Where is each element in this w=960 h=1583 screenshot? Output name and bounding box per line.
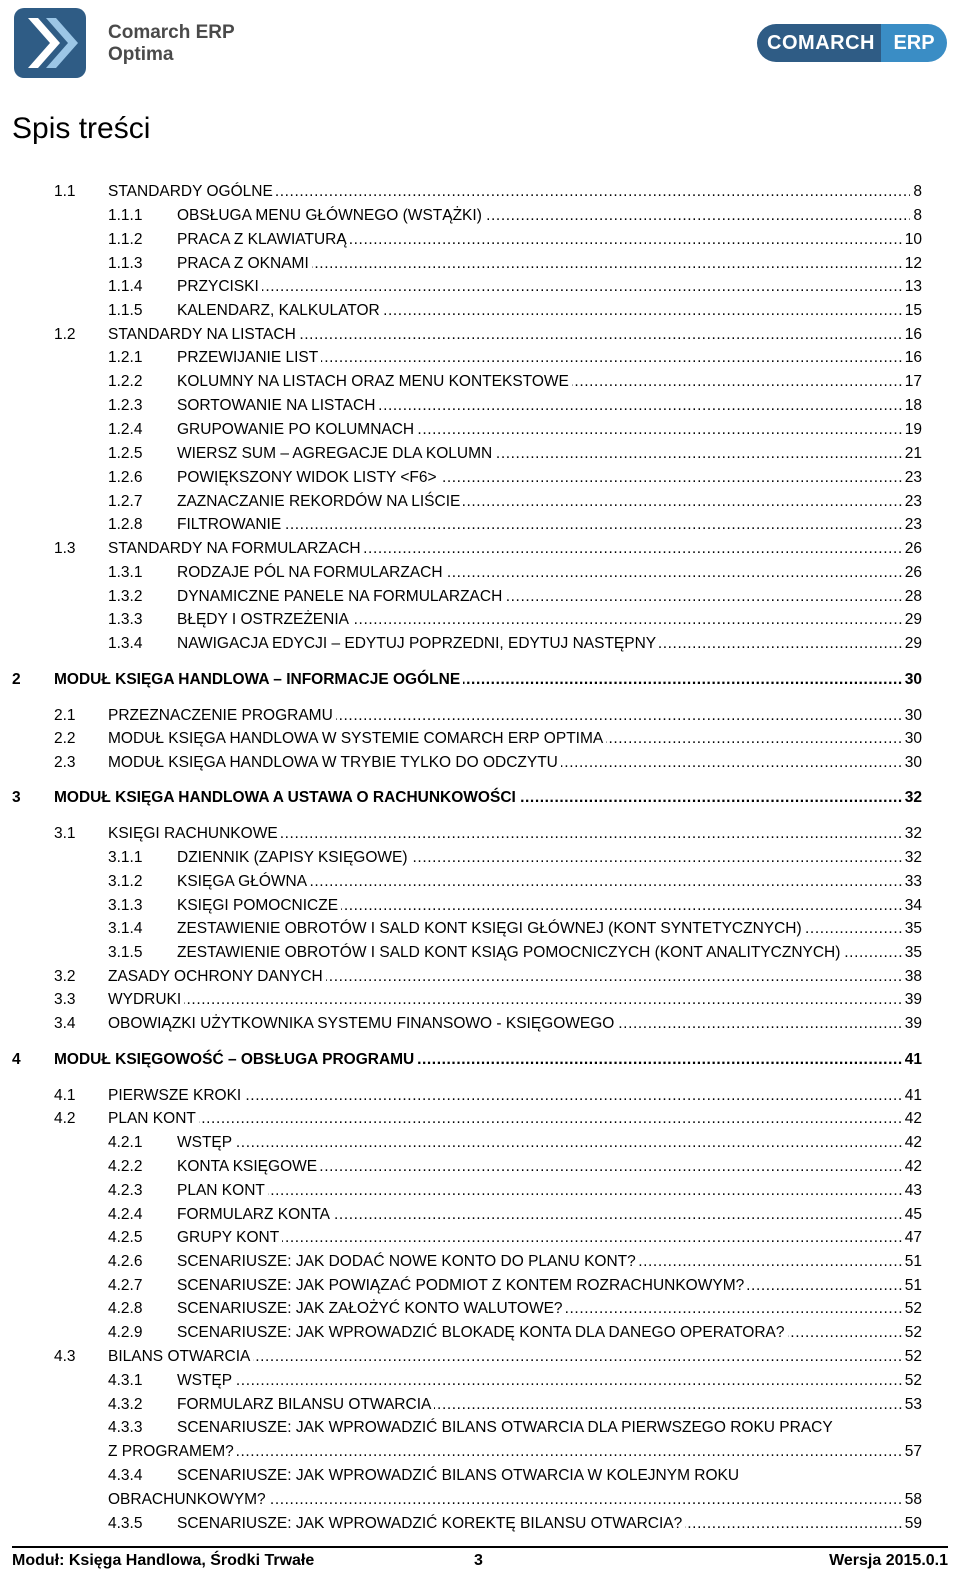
toc-entry-title: SCENARIUSZE: JAK DODAĆ NOWE KONTO DO PLANU KONT?: [177, 1252, 639, 1272]
toc-dot-leader: [177, 1181, 922, 1201]
comarch-brand-logo: [757, 24, 947, 62]
toc-entry-page: 32: [902, 788, 922, 808]
toc-entry-number: 1.2.6: [108, 469, 143, 486]
toc-entry-page: 38: [902, 967, 922, 987]
toc-entry[interactable]: [0, 254, 960, 278]
toc-entry-title: GRUPOWANIE PO KOLUMNACH: [177, 420, 417, 440]
page-footer: [12, 1546, 948, 1576]
toc-entry-number: 3: [12, 789, 21, 806]
toc-entry-number: 1.1.1: [108, 207, 143, 224]
toc-entry-page: 32: [902, 848, 922, 868]
toc-entry-page: 52: [902, 1371, 922, 1391]
footer-module: Moduł: Księga Handlowa, Środki Trwałe: [12, 1552, 315, 1569]
toc-entry[interactable]: [0, 1299, 960, 1323]
toc-entry-number: 1.3.2: [108, 588, 143, 605]
toc-entry-page: 30: [902, 729, 922, 749]
toc-entry[interactable]: [0, 420, 960, 444]
toc-entry[interactable]: [0, 587, 960, 611]
toc-entry-page: 59: [902, 1514, 922, 1534]
toc-entry-page: 51: [902, 1276, 922, 1296]
toc-entry-title: BILANS OTWARCIA: [108, 1347, 253, 1367]
product-name-line1: Comarch ERP: [108, 22, 235, 43]
toc-entry[interactable]: [0, 206, 960, 230]
toc-entry-page: 35: [902, 919, 922, 939]
toc-entry-title: FORMULARZ BILANSU OTWARCIA: [177, 1395, 434, 1415]
toc-entry-title: WIERSZ SUM – AGREGACJE DLA KOLUMN: [177, 444, 495, 464]
toc-entry[interactable]: [0, 492, 960, 516]
toc-entry[interactable]: [0, 539, 960, 563]
toc-entry-number: 4.2.3: [108, 1182, 143, 1199]
toc-entry[interactable]: [0, 872, 960, 896]
toc-entry[interactable]: [0, 1228, 960, 1252]
toc-entry-title: KSIĘGI POMOCNICZE: [177, 896, 341, 916]
toc-entry-page: 16: [902, 348, 922, 368]
toc-dot-leader: [177, 515, 922, 535]
toc-entry-title: STANDARDY NA FORMULARZACH: [108, 539, 364, 559]
toc-entry-title: MODUŁ KSIĘGA HANDLOWA W TRYBIE TYLKO DO ODCZYTU: [108, 753, 561, 773]
toc-entry-page: 34: [902, 896, 922, 916]
toc-entry-number: 1.1: [54, 183, 76, 200]
toc-entry-number: 3.2: [54, 968, 76, 985]
toc-entry-number: 1.3.1: [108, 564, 143, 581]
toc-entry[interactable]: [0, 729, 960, 753]
toc-entry-title: BŁĘDY I OSTRZEŻENIA: [177, 610, 352, 630]
toc-entry[interactable]: [0, 1205, 960, 1229]
toc-entry-number: 3.1.4: [108, 920, 143, 937]
toc-entry[interactable]: [0, 670, 960, 694]
product-name: [108, 22, 235, 66]
toc-entry-number: 1.1.4: [108, 278, 143, 295]
toc-entry[interactable]: [0, 396, 960, 420]
toc-entry-page: 23: [902, 515, 922, 535]
toc-entry-page: 30: [902, 706, 922, 726]
toc-entry-title: SCENARIUSZE: JAK WPROWADZIĆ BILANS OTWARCIA DLA PIERWSZEGO ROKU PRACY: [177, 1418, 836, 1438]
toc-entry[interactable]: [0, 325, 960, 349]
toc-entry[interactable]: [0, 1276, 960, 1300]
footer-version: Wersja 2015.0.1: [829, 1552, 948, 1569]
toc-entry-page: 58: [902, 1490, 922, 1510]
toc-entry-page: 39: [902, 990, 922, 1010]
toc-entry[interactable]: [0, 610, 960, 634]
toc-dot-leader: [177, 1228, 922, 1248]
toc-entry[interactable]: [0, 1514, 960, 1538]
toc-entry-number: 2.3: [54, 754, 76, 771]
toc-entry-page: 42: [902, 1109, 922, 1129]
comarch-erp-optima-logo: [14, 8, 254, 80]
toc-entry-page: 52: [902, 1323, 922, 1343]
toc-dot-leader: [177, 277, 922, 297]
toc-entry-number: 4.3: [54, 1348, 76, 1365]
toc-entry-page: 45: [902, 1205, 922, 1225]
toc-entry[interactable]: [0, 788, 960, 812]
toc-entry-title: MODUŁ KSIĘGA HANDLOWA A USTAWA O RACHUNKOWOŚCI: [54, 788, 519, 808]
toc-entry[interactable]: [0, 967, 960, 991]
toc-entry-number: 4.3.3: [108, 1419, 143, 1436]
toc-entry-title: RODZAJE PÓL NA FORMULARZACH: [177, 563, 446, 583]
toc-entry-number: 1.2.4: [108, 421, 143, 438]
toc-entry[interactable]: [0, 1181, 960, 1205]
toc-entry-number: 1.3.4: [108, 635, 143, 652]
toc-entry-title: WSTĘP: [177, 1133, 235, 1153]
toc-entry-number: 1.3: [54, 540, 76, 557]
toc-entry-title: ZAZNACZANIE REKORDÓW NA LIŚCIE: [177, 492, 463, 512]
toc-dot-leader: [177, 1371, 922, 1391]
toc-entry-number: 1.2.3: [108, 397, 143, 414]
toc-entry-title: PRZEWIJANIE LIST: [177, 348, 321, 368]
toc-entry[interactable]: [0, 1014, 960, 1038]
toc-entry-page: 42: [902, 1157, 922, 1177]
toc-entry-page: 39: [902, 1014, 922, 1034]
toc-entry-number: 4.2.6: [108, 1253, 143, 1270]
toc-entry-number: 3.1.3: [108, 897, 143, 914]
toc-entry-number: 3.3: [54, 991, 76, 1008]
toc-entry-title: PIERWSZE KROKI: [108, 1086, 244, 1106]
toc-entry-number: 4.3.2: [108, 1396, 143, 1413]
toc-entry-page: 17: [902, 372, 922, 392]
toc-entry-page: 57: [902, 1442, 922, 1462]
toc-entry-number: 1.2.7: [108, 493, 143, 510]
toc-entry-title: KALENDARZ, KALKULATOR: [177, 301, 383, 321]
toc-entry[interactable]: [0, 372, 960, 396]
toc-entry-number: 1.3.3: [108, 611, 143, 628]
toc-entry-title: WYDRUKI: [108, 990, 184, 1010]
toc-entry-number: 3.4: [54, 1015, 76, 1032]
page-header: [0, 0, 960, 90]
toc-entry[interactable]: [0, 182, 960, 206]
toc-entry-page: 21: [902, 444, 922, 464]
toc-entry-page: 35: [902, 943, 922, 963]
toc-entry-number: 4.3.1: [108, 1372, 143, 1389]
toc-entry-page: 41: [902, 1086, 922, 1106]
toc-entry-number: 1.2: [54, 326, 76, 343]
toc-entry-title: POWIĘKSZONY WIDOK LISTY <F6>: [177, 468, 440, 488]
toc-entry-number: 1.2.1: [108, 349, 143, 366]
toc-entry-number: 4.1: [54, 1087, 76, 1104]
toc-entry-title: DYNAMICZNE PANELE NA FORMULARZACH: [177, 587, 505, 607]
toc-entry[interactable]: [0, 848, 960, 872]
toc-entry-title: KOLUMNY NA LISTACH ORAZ MENU KONTEKSTOWE: [177, 372, 572, 392]
brand-badge-erp: ERP: [881, 24, 947, 62]
toc-entry-page: 29: [902, 610, 922, 630]
toc-entry-title: OBOWIĄZKI UŻYTKOWNIKA SYSTEMU FINANSOWO - KSIĘGOWEGO: [108, 1014, 617, 1034]
toc-entry[interactable]: [0, 1418, 960, 1466]
product-name-line2: Optima: [108, 44, 174, 65]
toc-entry-title: OBSŁUGA MENU GŁÓWNEGO (WSTĄŻKI): [177, 206, 485, 226]
toc-entry-title: DZIENNIK (ZAPISY KSIĘGOWE): [177, 848, 411, 868]
toc-entry-title: ZESTAWIENIE OBROTÓW I SALD KONT KSIĄG POMOCNICZYCH (KONT ANALITYCZNYCH): [177, 943, 843, 963]
toc-entry[interactable]: [0, 1371, 960, 1395]
toc-entry-title: PLAN KONT: [108, 1109, 199, 1129]
toc-entry-number: 3.1: [54, 825, 76, 842]
toc-entry[interactable]: [0, 706, 960, 730]
toc-entry[interactable]: [0, 896, 960, 920]
toc-entry-title: WSTĘP: [177, 1371, 235, 1391]
toc-entry[interactable]: [0, 1050, 960, 1074]
toc-entry-number: 4.3.5: [108, 1515, 143, 1532]
toc-entry-title: PRZYCISKI: [177, 277, 262, 297]
toc-entry-number: 1.2.8: [108, 516, 143, 533]
toc-dot-leader: [108, 990, 922, 1010]
toc-entry-title: PRACA Z OKNAMI: [177, 254, 312, 274]
toc-entry[interactable]: [0, 1109, 960, 1133]
toc-dot-leader: [108, 1109, 922, 1129]
toc-entry-page: 43: [902, 1181, 922, 1201]
toc-entry-page: 41: [902, 1050, 922, 1070]
toc-entry-page: 13: [902, 277, 922, 297]
toc-entry-page: 52: [902, 1347, 922, 1367]
toc-entry[interactable]: [0, 1086, 960, 1110]
toc-entry-title-continued: Z PROGRAMEM?: [108, 1442, 237, 1462]
toc-entry-number: 1.1.3: [108, 255, 143, 272]
page-title: Spis treści: [12, 112, 151, 145]
toc-entry-title: KONTA KSIĘGOWE: [177, 1157, 320, 1177]
toc-entry-number: 2.1: [54, 707, 76, 724]
brand-badge-comarch: COMARCH: [757, 24, 885, 62]
optima-logo-icon: [14, 8, 86, 78]
toc-entry-page: 8: [910, 182, 922, 202]
toc-entry[interactable]: [0, 563, 960, 587]
toc-entry[interactable]: [0, 1395, 960, 1419]
toc-entry-page: 30: [902, 670, 922, 690]
toc-entry[interactable]: [0, 1466, 960, 1514]
toc-entry[interactable]: [0, 1252, 960, 1276]
toc-entry-page: 23: [902, 468, 922, 488]
toc-entry-title: PRACA Z KLAWIATURĄ: [177, 230, 350, 250]
toc-entry-page: 30: [902, 753, 922, 773]
toc-entry-title: MODUŁ KSIĘGA HANDLOWA W SYSTEMIE COMARCH ERP OPTIMA: [108, 729, 606, 749]
toc-entry-title: KSIĘGI RACHUNKOWE: [108, 824, 281, 844]
toc-entry-title: ZESTAWIENIE OBROTÓW I SALD KONT KSIĘGI GŁÓWNEJ (KONT SYNTETYCZNYCH): [177, 919, 805, 939]
toc-entry[interactable]: [0, 230, 960, 254]
toc-entry-number: 4: [12, 1051, 21, 1068]
toc-entry-number: 4.2.7: [108, 1277, 143, 1294]
toc-entry-title: SCENARIUSZE: JAK WPROWADZIĆ BILANS OTWARCIA W KOLEJNYM ROKU: [177, 1466, 742, 1486]
toc-entry-number: 4.2.9: [108, 1324, 143, 1341]
toc-entry[interactable]: [0, 515, 960, 539]
toc-entry-page: 33: [902, 872, 922, 892]
toc-entry-page: 15: [902, 301, 922, 321]
toc-entry-title: KSIĘGA GŁÓWNA: [177, 872, 310, 892]
toc-entry-title: MODUŁ KSIĘGOWOŚĆ – OBSŁUGA PROGRAMU: [54, 1050, 417, 1070]
toc-entry-number: 3.1.5: [108, 944, 143, 961]
toc-entry[interactable]: [0, 301, 960, 325]
toc-entry[interactable]: [0, 824, 960, 848]
toc-entry-title: GRUPY KONT: [177, 1228, 282, 1248]
toc-entry[interactable]: [0, 444, 960, 468]
toc-entry-page: 29: [902, 634, 922, 654]
toc-entry-number: 3.1.2: [108, 873, 143, 890]
toc-entry-page: 23: [902, 492, 922, 512]
toc-entry[interactable]: [0, 1157, 960, 1181]
toc-entry-page: 52: [902, 1299, 922, 1319]
toc-entry[interactable]: [0, 348, 960, 372]
toc-entry-page: 42: [902, 1133, 922, 1153]
toc-entry-number: 1.2.5: [108, 445, 143, 462]
toc-entry-title-continued: OBRACHUNKOWYM?: [108, 1490, 269, 1510]
toc-entry[interactable]: [0, 990, 960, 1014]
toc-entry[interactable]: [0, 919, 960, 943]
toc-entry-page: 16: [902, 325, 922, 345]
toc-entry-title: PLAN KONT: [177, 1181, 268, 1201]
footer-page-number: 3: [474, 1552, 483, 1569]
toc-entry[interactable]: [0, 468, 960, 492]
toc-entry-title: SCENARIUSZE: JAK WPROWADZIĆ BLOKADĘ KONTA DLA DANEGO OPERATORA?: [177, 1323, 788, 1343]
toc-entry-title: FORMULARZ KONTA: [177, 1205, 333, 1225]
toc-entry[interactable]: [0, 1133, 960, 1157]
toc-entry-page: 53: [902, 1395, 922, 1415]
toc-entry-title: NAWIGACJA EDYCJI – EDYTUJ POPRZEDNI, EDYTUJ NASTĘPNY: [177, 634, 659, 654]
toc-entry-number: 4.2.4: [108, 1206, 143, 1223]
toc-entry-title: ZASADY OCHRONY DANYCH: [108, 967, 326, 987]
toc-entry-page: 26: [902, 563, 922, 583]
toc-entry-title: SCENARIUSZE: JAK WPROWADZIĆ KOREKTĘ BILANSU OTWARCIA?: [177, 1514, 685, 1534]
toc-entry-page: 10: [902, 230, 922, 250]
toc-entry-title: PRZEZNACZENIE PROGRAMU: [108, 706, 336, 726]
toc-entry[interactable]: [0, 634, 960, 658]
toc-dot-leader: [177, 1133, 922, 1153]
toc-entry-number: 3.1.1: [108, 849, 143, 866]
toc-entry[interactable]: [0, 753, 960, 777]
toc-entry-page: 51: [902, 1252, 922, 1272]
toc-entry-number: 4.2.1: [108, 1134, 143, 1151]
toc-entry-page: 26: [902, 539, 922, 559]
toc-entry-number: 2.2: [54, 730, 76, 747]
toc-entry[interactable]: [0, 943, 960, 967]
toc-entry-page: 18: [902, 396, 922, 416]
toc-entry-page: 8: [910, 206, 922, 226]
toc-entry-title: SORTOWANIE NA LISTACH: [177, 396, 378, 416]
toc-entry-page: 28: [902, 587, 922, 607]
toc-entry-title: MODUŁ KSIĘGA HANDLOWA – INFORMACJE OGÓLNE: [54, 670, 463, 690]
toc-entry-number: 4.2.2: [108, 1158, 143, 1175]
toc-entry[interactable]: [0, 1347, 960, 1371]
toc-entry-title: STANDARDY OGÓLNE: [108, 182, 276, 202]
toc-entry-title: STANDARDY NA LISTACH: [108, 325, 299, 345]
toc-entry-number: 4.3.4: [108, 1467, 143, 1484]
toc-entry-number: 1.2.2: [108, 373, 143, 390]
toc-entry-title: FILTROWANIE: [177, 515, 284, 535]
toc-entry-number: 4.2: [54, 1110, 76, 1127]
toc-entry-number: 1.1.2: [108, 231, 143, 248]
toc-entry-page: 32: [902, 824, 922, 844]
toc-entry-number: 1.1.5: [108, 302, 143, 319]
toc-entry-number: 2: [12, 671, 21, 688]
toc-entry-page: 19: [902, 420, 922, 440]
toc-entry-page: 47: [902, 1228, 922, 1248]
toc-entry[interactable]: [0, 277, 960, 301]
toc-entry-number: 4.2.5: [108, 1229, 143, 1246]
toc-entry[interactable]: [0, 1323, 960, 1347]
toc-entry-title: SCENARIUSZE: JAK ZAŁOŻYĆ KONTO WALUTOWE?: [177, 1299, 566, 1319]
toc-entry-number: 4.2.8: [108, 1300, 143, 1317]
toc-entry-page: 12: [902, 254, 922, 274]
toc-entry-title: SCENARIUSZE: JAK POWIĄZAĆ PODMIOT Z KONTEM ROZRACHUNKOWYM?: [177, 1276, 747, 1296]
